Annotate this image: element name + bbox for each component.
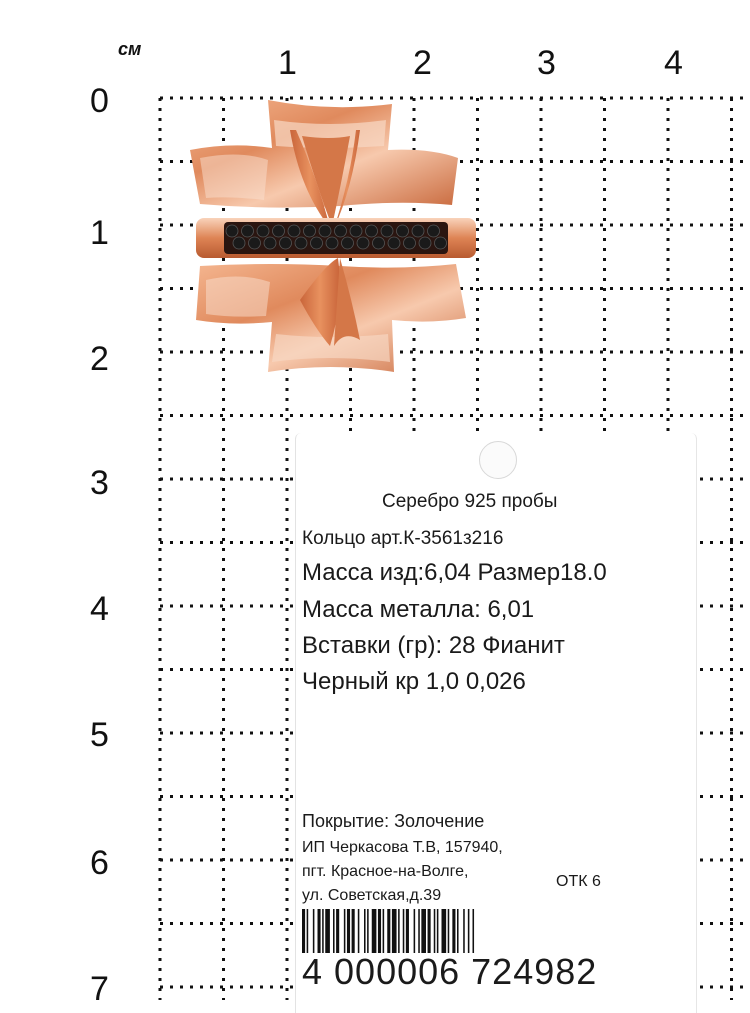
stone	[381, 225, 393, 237]
stone	[428, 225, 440, 237]
stone	[326, 237, 338, 249]
barcode-bar	[463, 909, 465, 953]
barcode	[302, 909, 632, 953]
y-axis-label-7: 7	[90, 970, 109, 1008]
barcode-bar	[372, 909, 377, 953]
x-axis-label-3: 3	[537, 44, 556, 82]
barcode-bar	[403, 909, 405, 953]
barcode-bar	[378, 909, 381, 953]
tag-mass-size: Масса изд:6,04 Размер18.0	[302, 559, 607, 586]
barcode-bar	[421, 909, 426, 953]
stone	[304, 225, 316, 237]
y-axis-label-1: 1	[90, 214, 109, 252]
barcode-bar	[418, 909, 420, 953]
barcode-bar	[358, 909, 360, 953]
tag-article: Кольцо арт.К-3561з216	[302, 528, 504, 549]
tag-hole	[479, 441, 517, 479]
x-axis-label-2: 2	[413, 44, 432, 82]
barcode-bar	[434, 909, 436, 953]
y-axis-label-3: 3	[90, 464, 109, 502]
barcode-bar	[387, 909, 390, 953]
stone	[388, 237, 400, 249]
stone	[233, 237, 245, 249]
stone	[397, 225, 409, 237]
barcode-bar	[406, 909, 409, 953]
barcode-bar	[352, 909, 355, 953]
tag-otk: ОТК 6	[556, 873, 601, 890]
barcode-bar	[468, 909, 470, 953]
unit-label: см	[118, 39, 142, 59]
barcode-bar	[333, 909, 335, 953]
barcode-number: 4 000006 724982	[302, 951, 598, 992]
stone	[342, 237, 354, 249]
barcode-bar	[325, 909, 330, 953]
barcode-bar	[322, 909, 324, 953]
barcode-bar	[428, 909, 431, 953]
tag-metal-mass: Масса металла: 6,01	[302, 596, 535, 623]
stone	[273, 225, 285, 237]
barcode-bar	[367, 909, 369, 953]
barcode-bar	[302, 909, 305, 953]
tag-purity: Серебро 925 пробы	[382, 491, 558, 512]
y-axis-label-2: 2	[90, 340, 109, 378]
stone	[357, 237, 369, 249]
stone	[264, 237, 276, 249]
stone	[350, 225, 362, 237]
stone	[249, 237, 261, 249]
barcode-bar	[414, 909, 416, 953]
stone	[311, 237, 323, 249]
tag-maker: ИП Черкасова Т.В, 157940,	[302, 839, 503, 856]
x-axis-label-1: 1	[278, 44, 297, 82]
tag-coating: Покрытие: Золочение	[302, 811, 485, 831]
tag-street: ул. Советская,д.39	[302, 887, 442, 904]
stone	[419, 237, 431, 249]
y-axis-label-5: 5	[90, 716, 109, 754]
barcode-bar	[383, 909, 385, 953]
barcode-bar	[307, 909, 309, 953]
stone	[373, 237, 385, 249]
stone	[404, 237, 416, 249]
tag-inserts: Вставки (гр): 28 Фианит	[302, 632, 565, 659]
barcode-bar	[452, 909, 455, 953]
barcode-bar	[437, 909, 439, 953]
barcode-bar	[318, 909, 321, 953]
stone	[295, 237, 307, 249]
barcode-bar	[473, 909, 475, 953]
stone	[435, 237, 447, 249]
y-axis-label-6: 6	[90, 844, 109, 882]
x-axis-label-4: 4	[664, 44, 683, 82]
barcode-bar	[448, 909, 450, 953]
stone	[257, 225, 269, 237]
stone	[242, 225, 254, 237]
barcode-bar	[398, 909, 400, 953]
stone	[412, 225, 424, 237]
barcode-bar	[313, 909, 315, 953]
tag-stone: Черный кр 1,0 0,026	[302, 668, 526, 695]
stone	[335, 225, 347, 237]
barcode-bar	[364, 909, 366, 953]
y-axis-label-4: 4	[90, 590, 109, 628]
barcode-bar	[457, 909, 459, 953]
stone	[288, 225, 300, 237]
barcode-bar	[442, 909, 447, 953]
barcode-bar	[392, 909, 397, 953]
price-tag	[295, 433, 697, 1013]
barcode-bar	[344, 909, 346, 953]
stone	[319, 225, 331, 237]
stone	[280, 237, 292, 249]
barcode-bar	[336, 909, 339, 953]
tag-town: пгт. Красное-на-Волге,	[302, 863, 469, 880]
stone	[226, 225, 238, 237]
stone	[366, 225, 378, 237]
barcode-bar	[347, 909, 350, 953]
y-axis-label-0: 0	[90, 82, 109, 120]
